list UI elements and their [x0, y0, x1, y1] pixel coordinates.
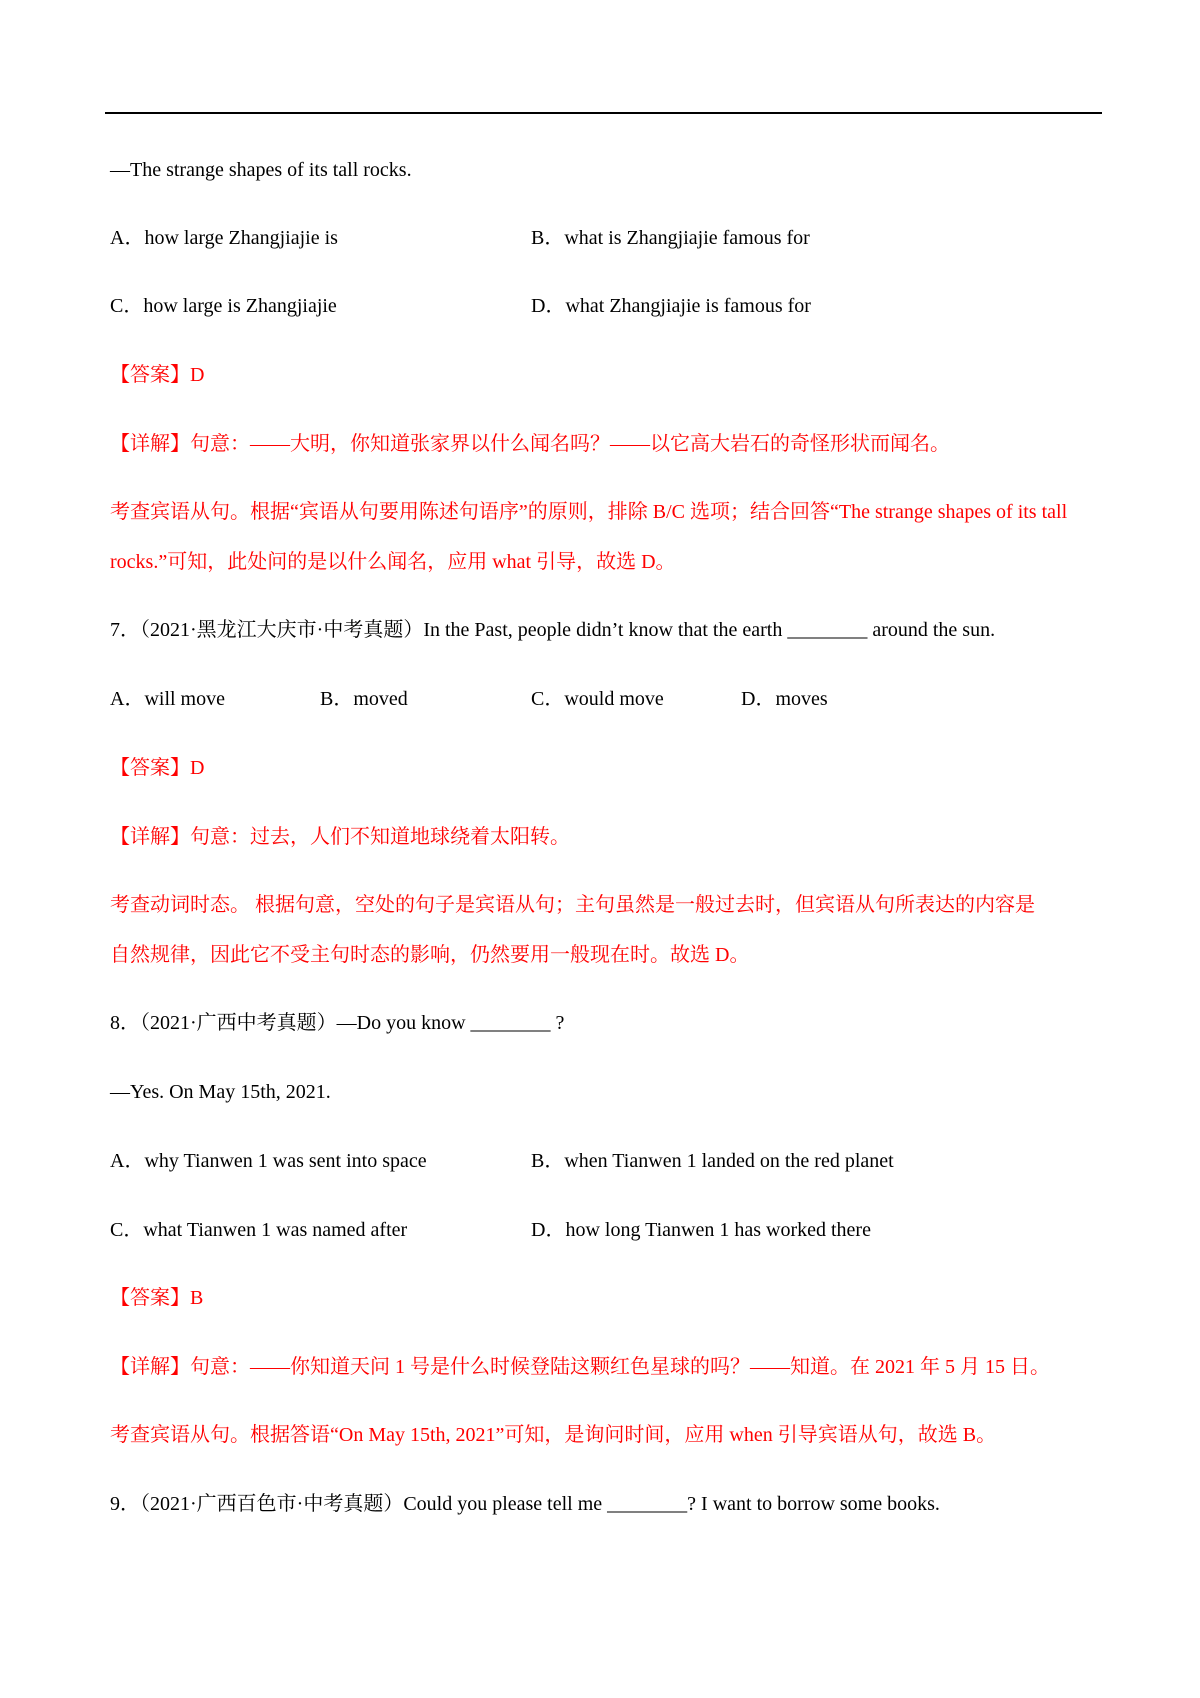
q6-option-b: B．what is Zhangjiajie famous for — [531, 227, 810, 249]
q6-explanation-line1: 考查宾语从句。根据“宾语从句要用陈述句语序”的原则，排除 B/C 选项；结合回答“The strange shapes of its tall — [110, 501, 1068, 523]
q6-answer: 【答案】D — [110, 364, 205, 386]
header-rule — [105, 112, 1102, 114]
q6-explanation-line2: rocks.”可知，此处问的是以什么闻名，应用 what 引导，故选 D。 — [110, 551, 676, 573]
q7-option-b: B．moved — [320, 688, 408, 710]
q8-option-b: B．when Tianwen 1 landed on the red planet — [531, 1150, 894, 1172]
q8-stem: 8．（2021·广西中考真题）—Do you know ________ ? — [110, 1012, 565, 1034]
q8-reply: —Yes. On May 15th, 2021. — [110, 1081, 331, 1103]
q7-option-c: C．would move — [531, 688, 664, 710]
q8-answer: 【答案】B — [110, 1287, 204, 1309]
q8-explanation: 考查宾语从句。根据答语“On May 15th, 2021”可知，是询问时间，应用 when 引导宾语从句，故选 B。 — [110, 1424, 997, 1446]
q7-answer: 【答案】D — [110, 757, 205, 779]
q7-detail: 【详解】句意：过去，人们不知道地球绕着太阳转。 — [110, 826, 570, 848]
q6-reply: —The strange shapes of its tall rocks. — [110, 159, 412, 181]
q8-option-d: D．how long Tianwen 1 has worked there — [531, 1219, 871, 1241]
q8-option-a: A．why Tianwen 1 was sent into space — [110, 1150, 427, 1172]
q7-explanation-line2: 自然规律，因此它不受主句时态的影响，仍然要用一般现在时。故选 D。 — [110, 944, 750, 966]
q6-detail: 【详解】句意：——大明，你知道张家界以什么闻名吗？——以它高大岩石的奇怪形状而闻名。 — [110, 433, 950, 455]
q8-option-c: C．what Tianwen 1 was named after — [110, 1219, 408, 1241]
q8-detail: 【详解】句意：——你知道天问 1 号是什么时候登陆这颗红色星球的吗？——知道。在 2021 年 5 月 15 日。 — [110, 1356, 1050, 1378]
q7-option-a: A．will move — [110, 688, 225, 710]
q7-explanation-line1: 考查动词时态。 根据句意，空处的句子是宾语从句；主句虽然是一般过去时，但宾语从句所表达的内容是 — [110, 894, 1035, 916]
q6-option-d: D．what Zhangjiajie is famous for — [531, 295, 811, 317]
q6-option-a: A．how large Zhangjiajie is — [110, 227, 338, 249]
q6-option-c: C．how large is Zhangjiajie — [110, 295, 337, 317]
q7-stem: 7．（2021·黑龙江大庆市·中考真题）In the Past, people didn’t know that the earth ________ around the sun. — [110, 619, 996, 641]
q9-stem: 9．（2021·广西百色市·中考真题）Could you please tell me ________? I want to borrow some books. — [110, 1493, 940, 1515]
q7-option-d: D．moves — [741, 688, 828, 710]
